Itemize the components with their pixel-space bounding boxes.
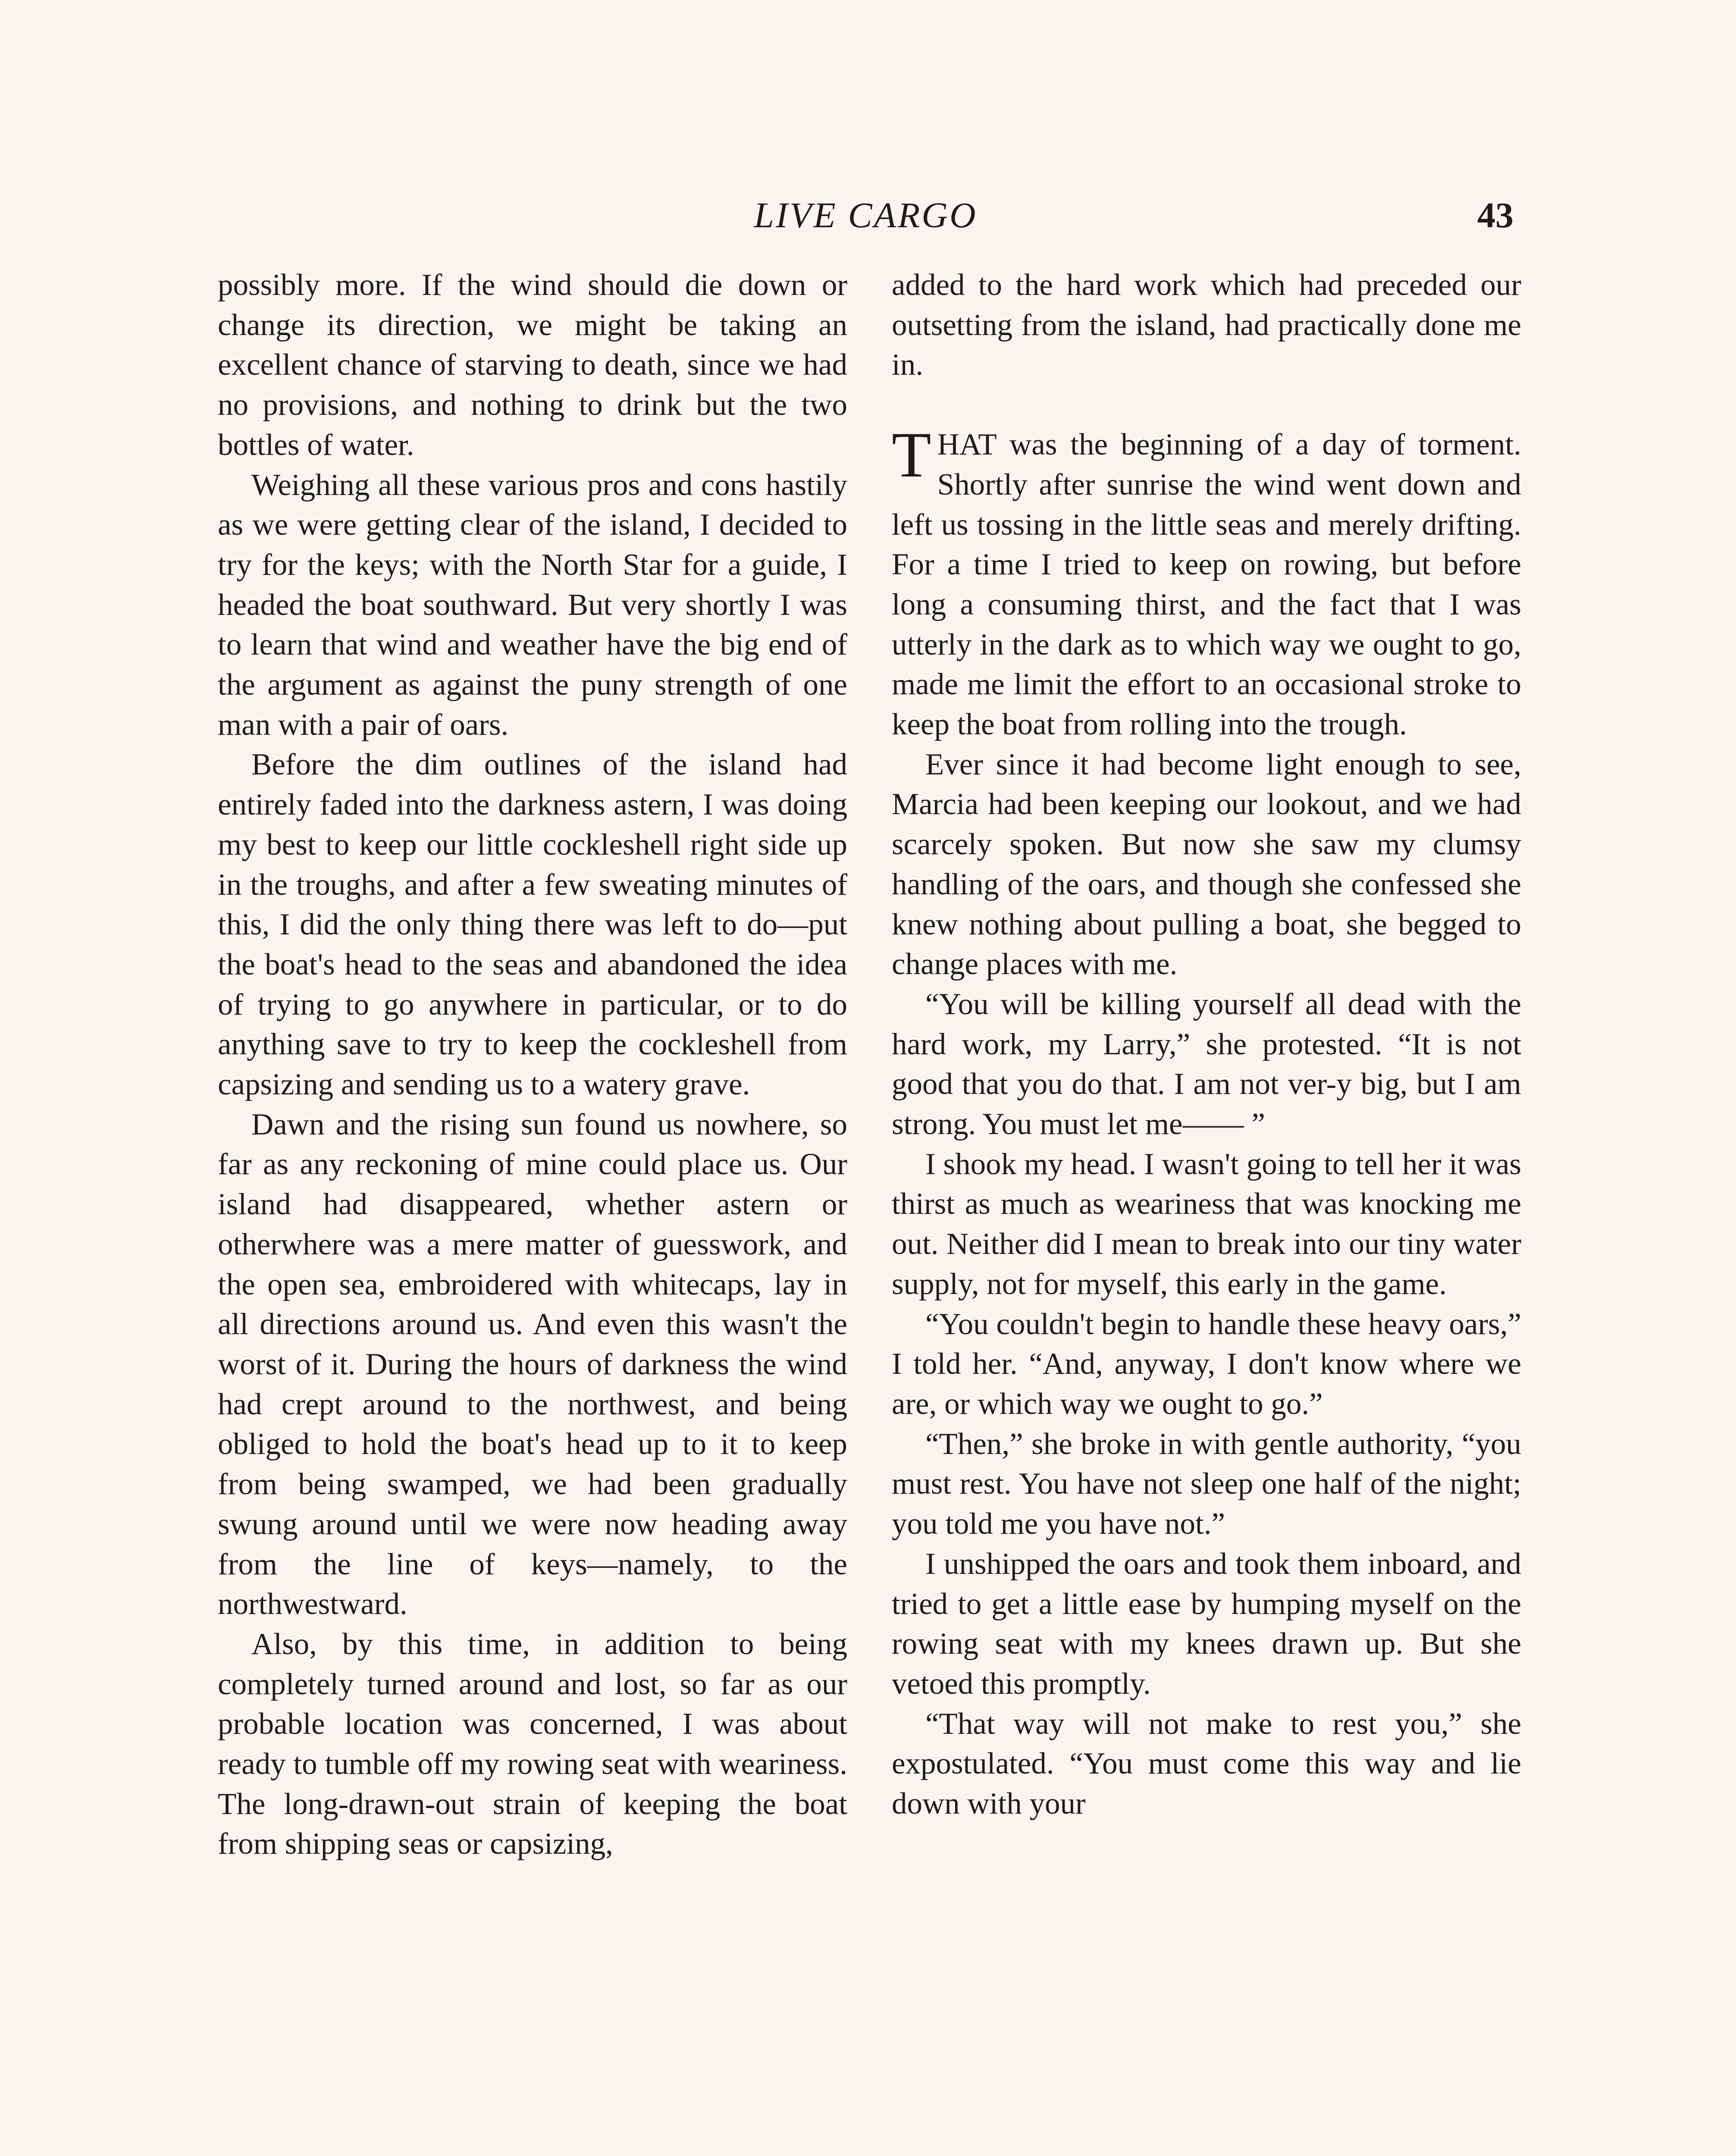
left-column — [218, 265, 847, 1864]
paragraph: Dawn and the rising sun found us nowhere, so far as any reckoning of mine could place us. Our island had disappeared, whether astern or otherwhere was a mere matter of guesswork, and the open sea, embroidered with whitecaps, lay in all directions around us. And even this wasn't the worst of it. During the hours of darkness the wind had crept around to the northwest, and being obliged to hold the boat's head up to it to keep from being swamped, we had been gradually swung around until we were now heading away from the line of keys—namely, to the northwestward. — [218, 1107, 847, 1621]
section-opening-paragraph — [892, 419, 1521, 745]
page-header — [218, 190, 1514, 241]
paragraph: “You couldn't begin to handle these heavy oars,” I told her. “And, anyway, I don't know where we are, or which way we ought to go.” — [892, 1307, 1521, 1421]
paragraph: I shook my head. I wasn't going to tell her it was thirst as much as weariness that was knocking me out. Neither did I mean to break into our tiny water supply, not for myself, this early in the game. — [892, 1147, 1521, 1301]
paragraph: “That way will not make to rest you,” she expostulated. “You must come this way and lie down with your — [892, 1707, 1521, 1821]
page-number: 43 — [1477, 195, 1514, 235]
paragraph: possibly more. If the wind should die down or change its direction, we might be taking an excellent chance of starving to death, since we had no provisions, and nothing to drink but the two bottles of water. — [218, 268, 847, 462]
drop-cap: T — [892, 419, 931, 491]
section-opening-text: HAT was the beginning of a day of torment. Shortly after sunrise the wind went down and left us tossing in the little seas and merely drifting. For a time I tried to keep on rowing, but before long a consuming thirst, and the fact that I was utterly in the dark as to which way we ought to go, made me limit the effort to an occasional stroke to keep the boat from rolling into the trough. — [892, 428, 1521, 742]
running-title: LIVE CARGO — [754, 195, 978, 235]
paragraph: Weighing all these various pros and cons hastily as we were getting clear of the island, I decided to try for the keys; with the North Star for a guide, I headed the boat southward. But very shortly I was to learn that wind and weather have the big end of the argument as against the puny strength of one man with a pair of oars. — [218, 468, 847, 742]
paragraph: Ever since it had become light enough to see, Marcia had been keeping our lookout, and we had scarcely spoken. But now she saw my clumsy handling of the oars, and though she confessed she knew nothing about pulling a boat, she begged to change places with me. — [892, 747, 1521, 981]
right-column — [892, 265, 1521, 1824]
paragraph: Also, by this time, in addition to being completely turned around and lost, so far as our probable location was concerned, I was about ready to tumble off my rowing seat with weariness. The long-drawn-out strain of keeping the boat from shipping seas or capsizing, — [218, 1627, 847, 1861]
paragraph: “You will be killing yourself all dead with the hard work, my Larry,” she protested. “It is not good that you do that. I am not ver-y big, but I am strong. You must let me—— ” — [892, 987, 1521, 1141]
paragraph: I unshipped the oars and took them inboard, and tried to get a little ease by humping myself on the rowing seat with my knees drawn up. But she vetoed this promptly. — [892, 1547, 1521, 1701]
paragraph-continuation: added to the hard work which had preceded our outsetting from the island, had practically done me in. — [892, 268, 1521, 382]
paragraph: “Then,” she broke in with gentle authority, “you must rest. You have not sleep one half of the night; you told me you have not.” — [892, 1427, 1521, 1541]
paragraph: Before the dim outlines of the island had entirely faded into the darkness astern, I was doing my best to keep our little cockleshell right side up in the troughs, and after a few sweating minutes of this, I did the only thing there was left to do—put the boat's head to the seas and abandoned the idea of trying to go anywhere in particular, or to do anything save to try to keep the cockleshell from capsizing and sending us to a watery grave. — [218, 748, 847, 1102]
